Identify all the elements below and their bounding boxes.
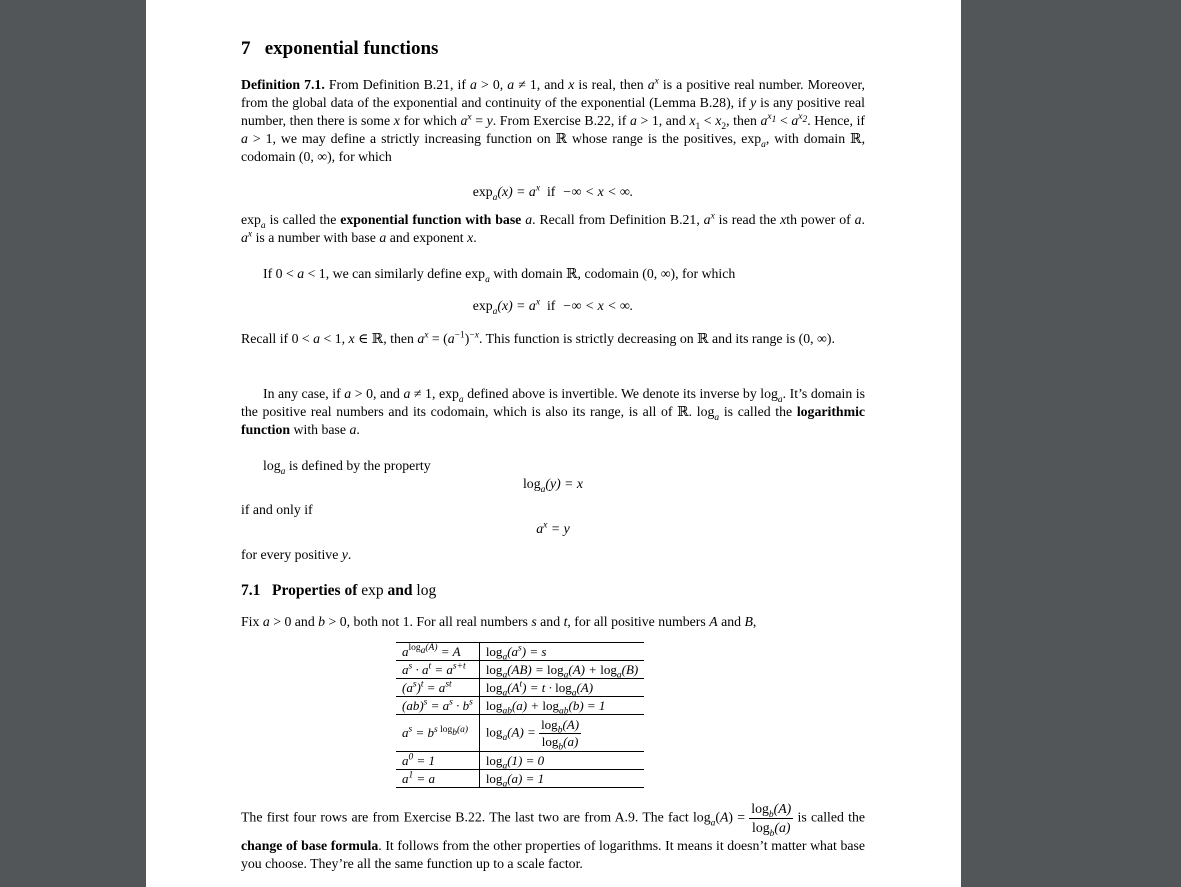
subsection-heading: 7.1 Properties of exp and log [241, 582, 437, 599]
table-row: $a^{log_a(A)} = A$ $\log_a(a^s) = s$ [396, 643, 644, 661]
paragraph-exp-name: $\exp_a$ is called the exponential function with base a. Recall from Definition B.21, $a^x$ is read the xth power of a. $a^x$ is a number with base a and exponent x. [241, 211, 865, 245]
equation-log: $\log_a(y) = x$ [522, 476, 584, 495]
table-row: $a^1 = a$ $\log_a(a) = 1$ [396, 770, 644, 788]
paragraph-inverse: In any case, if a > 0, and a ≠ 1, $\exp_a$ defined above is invertible. We denote its inverse by $\log_a$. It’s domain is the positive real numbers and its codomain, which is also its range, is all of ℝ. $\log_a$ is called the logarithmic function with base a. [241, 386, 866, 437]
document-page [146, 0, 961, 887]
section-title: exponential functions [264, 38, 439, 59]
equation-power: $a^x = y$ [536, 520, 570, 536]
equation-exp-small: $\exp_a(x) = a^x$ if −∞ < x < ∞. [472, 297, 634, 317]
table-row: $(ab)^s = a^s \cdot b^s$ $\log_{ab}(a) + \log_{ab}(b) = 1$ [396, 697, 644, 715]
text-iff: if and only if [241, 502, 313, 517]
table-row: $(a^s)^t = a^{st}$ $\log_a(A^t) = t \cdot \log_a(A)$ [396, 679, 644, 697]
properties-table [396, 642, 644, 788]
equation-exp-def: $\exp_a(x) = a^x$ if −∞ < x < ∞. [472, 183, 634, 203]
section-heading [241, 38, 438, 60]
paragraph-fix: Fix a > 0 and b > 0, both not 1. For all real numbers s and t, for all positive numbers A and B, [241, 614, 757, 629]
table-row: $a^s = b^{s log_b(a)}$ $\log_a(A)$ = $\frac{\log_b(A)}{\log_b(a)}$ [396, 715, 644, 752]
paragraph-recall: Recall if 0 < a < 1, x ∈ ℝ, then $a^x = (a^{-1})^{-x}$. This function is strictly decreasing on ℝ and its range is (0, ∞). [241, 330, 835, 346]
definition-label: Definition 7.1. [241, 77, 325, 92]
table-row: $a^0 = 1$ $\log_a(1) = 0$ [396, 752, 644, 770]
section-number: 7 [241, 38, 251, 59]
paragraph-small-base: If 0 < a < 1, we can similarly define $\exp_a$ with domain ℝ, codomain (0, ∞), for which [263, 266, 736, 285]
paragraph-change-of-base: The first four rows are from Exercise B.22. The last two are from A.9. The fact $\log_a(A)$ = $\frac{\log_b(A)}{\log_b(a)}$ is called the change of base formula. It follows from the other properties of logarithms. It means it doesn’t matter what base you choose. They’re all the same function up to a scale factor. [241, 801, 866, 871]
table-row: $a^s \cdot a^t = a^{s+t}$ $\log_a(AB) = \log_a(A) + \log_a(B)$ [396, 661, 644, 679]
definition-paragraph: Definition 7.1. From Definition B.21, if a > 0, a ≠ 1, and x is real, then $a^x$ is a positive real number. Moreover, from the global data of the exponential and continuity of the exponential (Lemma B.28), if y is any positive real number, then there is some x for which $a^x = y$. From Exercise B.22, if a > 1, and $x_1 < x_2$, then $a^{x_1} < a^{x_2}$. Hence, if a > 1, we may define a strictly increasing function on ℝ whose range is the positives, $\exp_a$, with domain ℝ, codomain (0, ∞), for which [241, 76, 866, 164]
paragraph-log-property: $\log_a$ is defined by the property [263, 458, 431, 477]
text-every-positive: for every positive y. [241, 547, 352, 562]
